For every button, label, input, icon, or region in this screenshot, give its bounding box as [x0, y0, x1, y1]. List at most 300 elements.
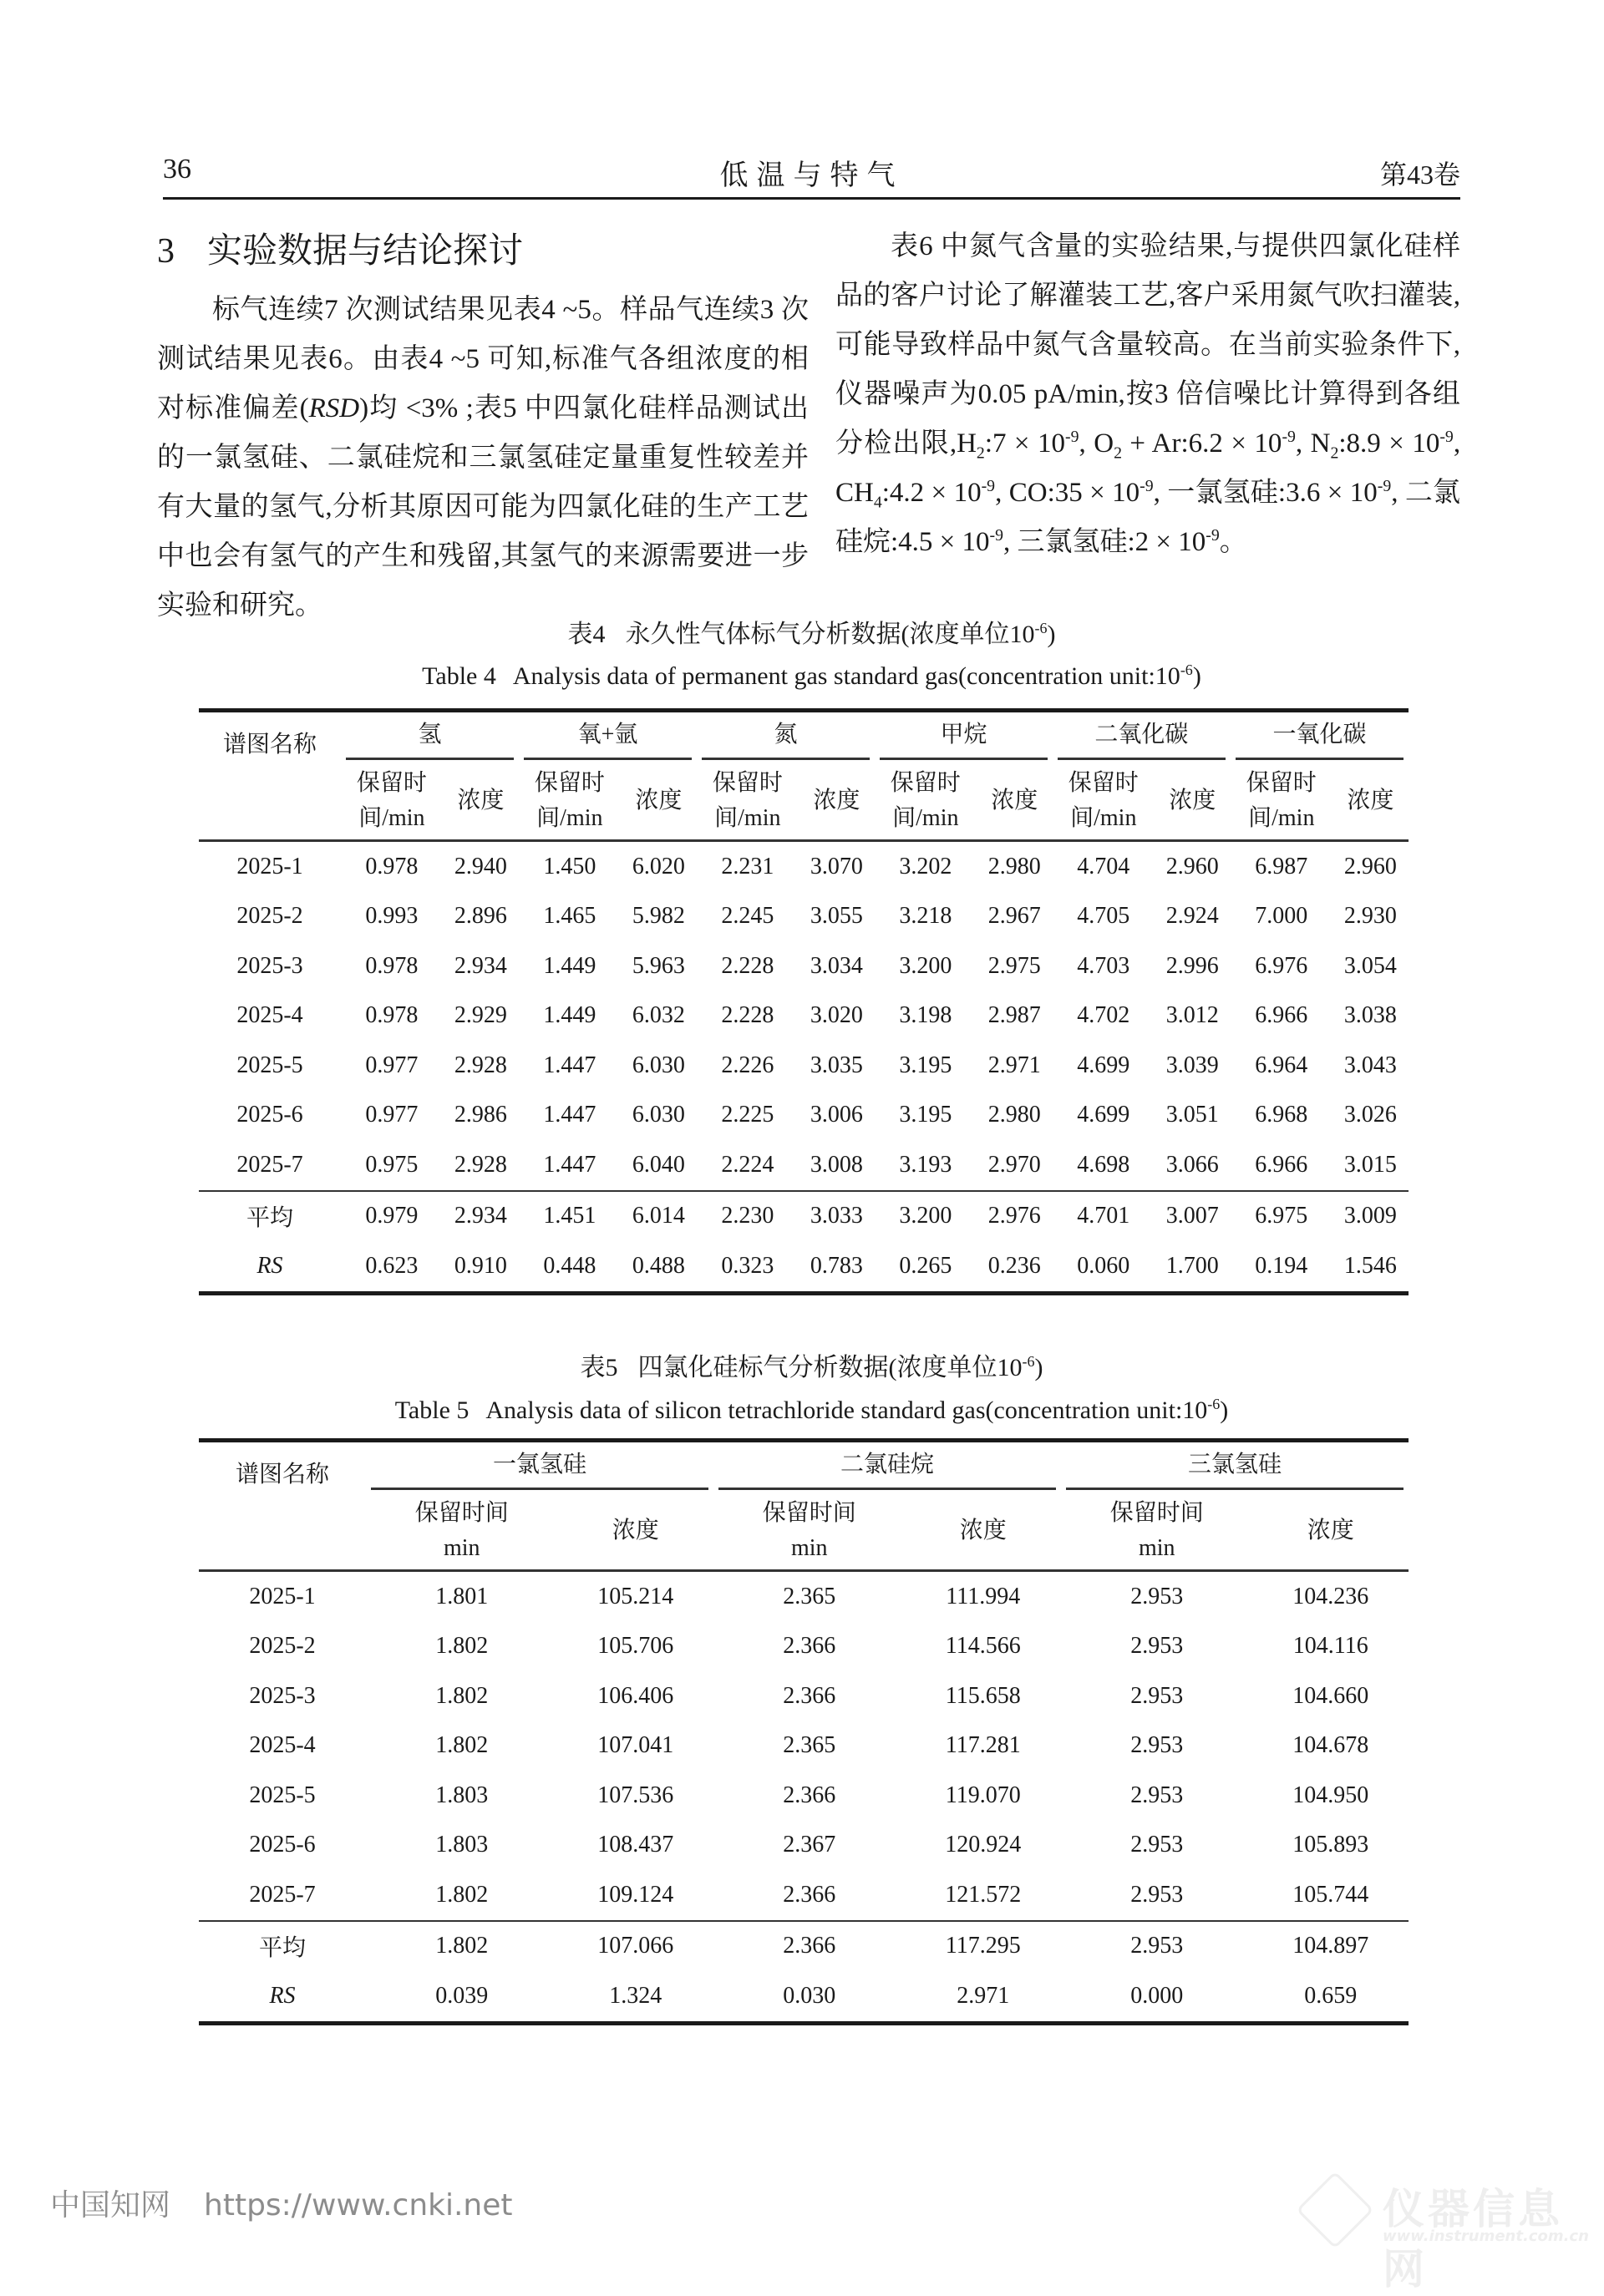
- cell-value: 2.934: [443, 1191, 519, 1242]
- sample-name: 2025-1: [249, 1583, 316, 1609]
- group-label: 一氧化碳: [1236, 716, 1404, 760]
- table-row: [199, 1041, 1409, 1091]
- cell-value: 0.323: [697, 1241, 799, 1293]
- cell-value: 2.976: [977, 1191, 1053, 1242]
- table5-caption-zh: [163, 1347, 1460, 1389]
- cell-value: 1.802: [435, 1881, 489, 1908]
- cell-value: 117.295: [906, 1921, 1061, 1972]
- right-column: [835, 222, 1460, 567]
- concentration-header: 浓度: [1155, 763, 1231, 841]
- cnki-url-link[interactable]: https://www.cnki.net: [204, 2188, 513, 2223]
- cell-value: 2.228: [721, 1002, 774, 1029]
- cell-value: 2.960: [1165, 853, 1219, 879]
- cell-value: 3.200: [899, 952, 952, 979]
- cell-value: 2.228: [721, 952, 774, 979]
- cell-value: 1.449: [543, 952, 596, 979]
- rt-unit: 间/min: [714, 805, 781, 831]
- group-label: 二氧化碳: [1058, 716, 1226, 760]
- cell-value: 5.963: [632, 952, 685, 979]
- sample-name: 2025-3: [249, 1682, 316, 1709]
- cell-value: 104.678: [1292, 1732, 1369, 1759]
- cell-value: 109.124: [597, 1881, 674, 1908]
- sample-name: 2025-7: [236, 1151, 303, 1178]
- cell-value: 3.020: [810, 1002, 863, 1029]
- cell-value: 107.066: [558, 1921, 713, 1972]
- concentration-header: 浓度: [1253, 1493, 1409, 1571]
- rt-unit: min: [443, 1535, 480, 1561]
- cell-value: 2.367: [783, 1832, 836, 1858]
- cell-value: 3.200: [875, 1191, 977, 1242]
- table4-caption-zh: [163, 614, 1460, 656]
- table-row: [199, 1870, 1409, 1921]
- caption-label: 表4: [567, 621, 606, 648]
- cell-value: 3.202: [899, 853, 952, 879]
- cell-value: 3.039: [1165, 1052, 1219, 1078]
- cell-value: 2.953: [1130, 1732, 1184, 1759]
- sub-header-row: [199, 1493, 1409, 1571]
- cell-value: 6.987: [1255, 853, 1308, 879]
- cell-value: 117.281: [945, 1732, 1021, 1759]
- retention-time-header: [875, 763, 977, 841]
- cell-value: 2.986: [454, 1102, 507, 1128]
- rt-line: 保留时间: [1109, 1500, 1204, 1526]
- cell-value: 3.007: [1155, 1191, 1231, 1242]
- group-header-row: [199, 711, 1409, 763]
- cell-value: 0.194: [1231, 1241, 1332, 1293]
- cell-value: 2.896: [454, 903, 507, 930]
- sample-name: 2025-4: [249, 1732, 316, 1759]
- cell-value: 1.447: [543, 1052, 596, 1078]
- cell-value: 3.043: [1343, 1052, 1397, 1078]
- detection-limit: $H_2:7 \times 10^{-9}$,: [957, 428, 1094, 463]
- retention-time-header: [341, 763, 443, 841]
- cell-value: 2.934: [454, 952, 507, 979]
- table-row: [199, 1721, 1409, 1771]
- group-label: 甲烷: [880, 716, 1048, 760]
- cell-value: 2.960: [1343, 853, 1397, 879]
- exponent: -9: [1282, 428, 1296, 446]
- section-heading: [157, 222, 809, 281]
- cell-value: 1.700: [1155, 1241, 1231, 1293]
- cell-value: 2.929: [454, 1002, 507, 1029]
- cell-value: 2.953: [1061, 1921, 1253, 1972]
- cell-value: 0.978: [365, 952, 419, 979]
- table-row: [199, 1622, 1409, 1672]
- rsd-abbrev: RSD: [308, 393, 360, 423]
- group-header: [366, 1441, 713, 1493]
- cell-value: 6.976: [1255, 952, 1308, 979]
- exponent: -9: [1377, 477, 1392, 495]
- cell-value: 2.940: [454, 853, 507, 879]
- cell-value: 3.038: [1343, 1002, 1397, 1029]
- cell-value: 105.744: [1292, 1881, 1369, 1908]
- cell-value: 3.035: [810, 1052, 863, 1078]
- cell-value: 2.924: [1165, 903, 1219, 930]
- concentration-header: 浓度: [977, 763, 1053, 841]
- cell-value: 4.699: [1077, 1102, 1130, 1128]
- cell-value: 105.214: [597, 1583, 674, 1609]
- cell-value: 1.449: [543, 1002, 596, 1029]
- cell-value: 3.195: [899, 1052, 952, 1078]
- cell-value: 0.265: [875, 1241, 977, 1293]
- mean-row: [199, 1921, 1409, 1972]
- rt-line: 保留时: [1246, 770, 1317, 796]
- instrument-logo-icon: [1296, 2171, 1373, 2248]
- rt-line: 保留时: [1068, 770, 1139, 796]
- group-header: [1053, 711, 1231, 763]
- cell-value: 3.006: [810, 1102, 863, 1128]
- cell-value: 0.448: [519, 1241, 621, 1293]
- cell-value: 6.032: [632, 1002, 685, 1029]
- detection-limit: 二氯硅烷:4.5 × $10^{-9}$,: [835, 478, 1461, 557]
- watermark-name: 仪器信息网: [1383, 2185, 1563, 2293]
- summary-label-text: RS: [256, 1252, 283, 1279]
- summary-label-text: RS: [269, 1982, 296, 2009]
- cell-value: 1.802: [435, 1732, 489, 1759]
- caption-text: Analysis data of permanent gas standard gas(concentration unit:10: [512, 662, 1180, 690]
- cell-value: 0.030: [713, 1971, 906, 2023]
- cell-value: 6.030: [632, 1052, 685, 1078]
- detection-limit: $O_2$ + Ar:6.2 × $10^{-9}$,: [1094, 428, 1311, 463]
- cell-value: 4.698: [1077, 1151, 1130, 1178]
- retention-time-header: [697, 763, 799, 841]
- retention-time-header: [366, 1493, 558, 1571]
- table-row: [199, 1671, 1409, 1721]
- mean-row: [199, 1191, 1409, 1242]
- cell-value: 4.699: [1077, 1052, 1130, 1078]
- summary-label: 平均: [199, 1191, 341, 1242]
- table5-caption-en: [163, 1390, 1460, 1432]
- rs-row: [199, 1971, 1409, 2023]
- group-label: 氧+氩: [524, 716, 692, 760]
- caption-close: ): [1047, 621, 1056, 648]
- detection-limit: 三氯氢硅:2 × $10^{-9}$。: [1017, 526, 1247, 557]
- table-row: [199, 1821, 1409, 1871]
- detection-limit: 一氯氢硅:3.6 × $10^{-9}$,: [1167, 477, 1405, 508]
- cell-value: 2.970: [987, 1151, 1041, 1178]
- paragraph-text: 标气连续7 次测试结果见表4 ~5。样品气连续3 次测试结果见表6。由表4 ~5 可知,标准气各组浓度的相对标准偏差(: [157, 295, 809, 423]
- sample-name: 2025-6: [249, 1832, 316, 1858]
- exponent: -9: [1206, 526, 1220, 545]
- header-rule: [163, 197, 1460, 200]
- cell-value: 105.893: [1292, 1832, 1369, 1858]
- cell-value: 5.982: [632, 903, 685, 930]
- cell-value: 3.070: [810, 853, 863, 879]
- rt-unit: 间/min: [1070, 805, 1137, 831]
- cnki-name: 中国知网: [50, 2188, 171, 2223]
- sample-name: 2025-5: [236, 1052, 303, 1078]
- table-row: [199, 841, 1409, 892]
- cell-value: 0.039: [366, 1971, 558, 2023]
- group-label: 三氯氢硅: [1066, 1446, 1404, 1490]
- section-title: 实验数据与结论探讨: [207, 232, 524, 271]
- concentration-header: 浓度: [1332, 763, 1409, 841]
- exponent: -9: [981, 477, 996, 495]
- cell-value: 2.980: [987, 853, 1041, 879]
- rt-line: 保留时: [890, 770, 961, 796]
- cell-value: 0.623: [341, 1241, 443, 1293]
- cell-value: 4.701: [1053, 1191, 1155, 1242]
- cell-value: 0.978: [365, 853, 419, 879]
- row-header: 谱图名称: [199, 711, 341, 841]
- concentration-header: 浓度: [799, 763, 875, 841]
- group-header: [519, 711, 697, 763]
- detection-limit: CO:35 × $10^{-9}$,: [1008, 477, 1168, 508]
- concentration-header: 浓度: [621, 763, 697, 841]
- cell-value: 6.030: [632, 1102, 685, 1128]
- retention-time-header: [713, 1493, 906, 1571]
- cell-value: 0.993: [365, 903, 419, 930]
- cell-value: 104.660: [1292, 1682, 1369, 1709]
- rs-row: [199, 1241, 1409, 1293]
- cell-value: 4.705: [1077, 903, 1130, 930]
- cell-value: 107.041: [597, 1732, 674, 1759]
- summary-label: 平均: [199, 1921, 366, 1972]
- group-label: 一氯氢硅: [371, 1446, 708, 1490]
- subscript: 2: [976, 443, 985, 463]
- concentration-header: 浓度: [906, 1493, 1061, 1571]
- rt-unit: 间/min: [892, 805, 959, 831]
- caption-exponent: -6: [1180, 661, 1193, 678]
- cell-value: 104.950: [1292, 1782, 1369, 1808]
- cell-value: 1.801: [435, 1583, 489, 1609]
- cell-value: 1.802: [435, 1682, 489, 1709]
- caption-label: 表5: [580, 1354, 618, 1381]
- cell-value: 0.659: [1253, 1971, 1409, 2023]
- cell-value: 1.803: [435, 1832, 489, 1858]
- cell-value: 3.008: [810, 1151, 863, 1178]
- cell-value: 120.924: [945, 1832, 1022, 1858]
- table-row: [199, 892, 1409, 942]
- paragraph-text: 表6 中氮气含量的实验结果,与提供四氯化硅样品的客户讨论了解灌装工艺,客户采用氮气吹扫灌装,可能导致样品中氮气含量较高。在当前实验条件下,仪器噪声为0.05 pA/min,按3 倍信噪比计算得到各组分检出限,: [835, 231, 1460, 459]
- cell-value: 3.033: [799, 1191, 875, 1242]
- exponent: -9: [1439, 428, 1454, 446]
- table-row: [199, 1771, 1409, 1821]
- instrument-watermark: [1307, 2176, 1591, 2293]
- cell-value: 115.658: [945, 1682, 1021, 1709]
- cell-value: 104.897: [1253, 1921, 1409, 1972]
- cell-value: 2.366: [713, 1921, 906, 1972]
- cell-value: 1.802: [435, 1633, 489, 1660]
- cell-value: 2.928: [454, 1052, 507, 1078]
- subscript: 2: [1114, 443, 1122, 463]
- cell-value: 0.000: [1061, 1971, 1253, 2023]
- detection-limit: $CH_4:4.2 \times 10^{-9}$,: [835, 477, 1009, 512]
- summary-label: [199, 1241, 341, 1293]
- group-label: 氮: [702, 716, 870, 760]
- sample-name: 2025-2: [236, 903, 303, 930]
- table4: [199, 708, 1409, 1295]
- cell-value: 2.928: [454, 1151, 507, 1178]
- body-paragraph-right: [835, 222, 1460, 567]
- journal-title: 低温与特气: [719, 160, 904, 191]
- cell-value: 111.994: [946, 1583, 1021, 1609]
- cell-value: 4.703: [1077, 952, 1130, 979]
- cell-value: 2.953: [1130, 1881, 1184, 1908]
- table-row: [199, 941, 1409, 991]
- cell-value: 3.054: [1343, 952, 1397, 979]
- cell-value: 1.546: [1332, 1241, 1409, 1293]
- rt-line: 保留时: [534, 770, 605, 796]
- cell-value: 2.967: [987, 903, 1041, 930]
- cell-value: 6.968: [1255, 1102, 1308, 1128]
- cell-value: 119.070: [945, 1782, 1021, 1808]
- cell-value: 2.980: [987, 1102, 1041, 1128]
- cell-value: 2.226: [721, 1052, 774, 1078]
- cell-value: 2.225: [721, 1102, 774, 1128]
- cell-value: 3.195: [899, 1102, 952, 1128]
- cell-value: 2.366: [783, 1633, 836, 1660]
- cell-value: 3.026: [1343, 1102, 1397, 1128]
- cell-value: 1.465: [543, 903, 596, 930]
- table-row: [199, 991, 1409, 1042]
- cell-value: 104.236: [1292, 1583, 1369, 1609]
- cell-value: 3.009: [1332, 1191, 1409, 1242]
- subscript: 4: [873, 493, 882, 512]
- cnki-footer: [50, 2182, 513, 2224]
- cell-value: 0.236: [977, 1241, 1053, 1293]
- group-label: 氢: [346, 716, 514, 760]
- cell-value: 7.000: [1255, 903, 1308, 930]
- cell-value: 2.996: [1165, 952, 1219, 979]
- cell-value: 1.447: [543, 1102, 596, 1128]
- cell-value: 105.706: [597, 1633, 674, 1660]
- sample-name: 2025-6: [236, 1102, 303, 1128]
- row-header: 谱图名称: [199, 1441, 366, 1571]
- rt-unit: min: [1138, 1535, 1175, 1561]
- rt-line: 保留时: [712, 770, 783, 796]
- cell-value: 3.198: [899, 1002, 952, 1029]
- cell-value: 0.978: [365, 1002, 419, 1029]
- cell-value: 2.953: [1130, 1832, 1184, 1858]
- sub-header-row: [199, 763, 1409, 841]
- cell-value: 104.116: [1292, 1633, 1368, 1660]
- caption-label: Table 4: [422, 662, 496, 690]
- cell-value: 3.012: [1165, 1002, 1219, 1029]
- group-header-row: [199, 1441, 1409, 1493]
- cell-value: 1.450: [543, 853, 596, 879]
- left-column: [157, 222, 809, 631]
- subscript: 2: [1330, 443, 1339, 463]
- cell-value: 3.066: [1165, 1151, 1219, 1178]
- cell-value: 3.055: [810, 903, 863, 930]
- sample-name: 2025-4: [236, 1002, 303, 1029]
- cell-value: 1.802: [366, 1921, 558, 1972]
- retention-time-header: [1053, 763, 1155, 841]
- cell-value: 2.971: [906, 1971, 1061, 2023]
- cell-value: 2.231: [721, 853, 774, 879]
- summary-label: [199, 1971, 366, 2023]
- table-row: [199, 1571, 1409, 1622]
- cell-value: 2.366: [783, 1682, 836, 1709]
- cell-value: 4.704: [1077, 853, 1130, 879]
- caption-close: ): [1192, 662, 1201, 690]
- caption-text: Analysis data of silicon tetrachloride standard gas(concentration unit:10: [485, 1396, 1208, 1424]
- cell-value: 6.966: [1255, 1151, 1308, 1178]
- table-row: [199, 1140, 1409, 1191]
- cell-value: 1.803: [435, 1782, 489, 1808]
- concentration-header: 浓度: [558, 1493, 713, 1571]
- body-paragraph-left: [157, 286, 809, 631]
- cell-value: 3.218: [899, 903, 952, 930]
- group-header: [875, 711, 1053, 763]
- sample-name: 2025-3: [236, 952, 303, 979]
- cell-value: 0.910: [443, 1241, 519, 1293]
- volume-label: 第43卷: [1379, 160, 1460, 190]
- exponent: -9: [1140, 477, 1154, 495]
- caption-close: ): [1220, 1396, 1229, 1424]
- rt-line: 保留时间: [414, 1500, 509, 1526]
- cell-value: 2.953: [1130, 1583, 1184, 1609]
- cell-value: 107.536: [597, 1782, 674, 1808]
- cell-value: 0.783: [799, 1241, 875, 1293]
- cell-value: 0.975: [365, 1151, 419, 1178]
- group-header: [713, 1441, 1061, 1493]
- retention-time-header: [519, 763, 621, 841]
- group-header: [1061, 1441, 1409, 1493]
- concentration-header: 浓度: [443, 763, 519, 841]
- cell-value: 114.566: [945, 1633, 1021, 1660]
- cell-value: 6.020: [632, 853, 685, 879]
- caption-text: 四氯化硅标气分析数据(浓度单位10: [637, 1354, 1023, 1381]
- cell-value: 2.365: [783, 1732, 836, 1759]
- group-header: [1231, 711, 1409, 763]
- cell-value: 2.930: [1343, 903, 1397, 930]
- group-header: [697, 711, 875, 763]
- caption-exponent: -6: [1207, 1396, 1221, 1412]
- cell-value: 2.953: [1130, 1633, 1184, 1660]
- cell-value: 2.953: [1130, 1682, 1184, 1709]
- cell-value: 0.060: [1053, 1241, 1155, 1293]
- cell-value: 2.366: [783, 1782, 836, 1808]
- exponent: -9: [1065, 428, 1079, 446]
- cell-value: 2.971: [987, 1052, 1041, 1078]
- running-header: [163, 150, 1460, 194]
- retention-time-header: [1231, 763, 1332, 841]
- cell-value: 0.977: [365, 1052, 419, 1078]
- table5: [199, 1438, 1409, 2025]
- rt-unit: min: [790, 1535, 828, 1561]
- section-number: 3: [157, 232, 175, 271]
- group-label: 二氯硅烷: [718, 1446, 1056, 1490]
- rt-unit: 间/min: [358, 805, 425, 831]
- group-header: [341, 711, 519, 763]
- cell-value: 6.975: [1231, 1191, 1332, 1242]
- cell-value: 3.034: [810, 952, 863, 979]
- cell-value: 3.015: [1343, 1151, 1397, 1178]
- table-row: [199, 1091, 1409, 1141]
- cell-value: 6.014: [621, 1191, 697, 1242]
- caption-text: 永久性气体标气分析数据(浓度单位10: [625, 621, 1035, 648]
- cell-value: 108.437: [597, 1832, 674, 1858]
- caption-exponent: -6: [1022, 1353, 1035, 1370]
- cell-value: 1.447: [543, 1151, 596, 1178]
- caption-close: ): [1034, 1354, 1043, 1381]
- cell-value: 3.193: [899, 1151, 952, 1178]
- cell-value: 2.953: [1130, 1782, 1184, 1808]
- exponent: -9: [989, 526, 1004, 545]
- cell-value: 6.966: [1255, 1002, 1308, 1029]
- cell-value: 2.366: [783, 1881, 836, 1908]
- sample-name: 2025-5: [249, 1782, 316, 1808]
- sample-name: 2025-7: [249, 1881, 316, 1908]
- cell-value: 1.451: [519, 1191, 621, 1242]
- table4-caption-en: [163, 656, 1460, 697]
- sample-name: 2025-1: [236, 853, 303, 879]
- cell-value: 6.964: [1255, 1052, 1308, 1078]
- rt-unit: 间/min: [1248, 805, 1315, 831]
- cell-value: 4.702: [1077, 1002, 1130, 1029]
